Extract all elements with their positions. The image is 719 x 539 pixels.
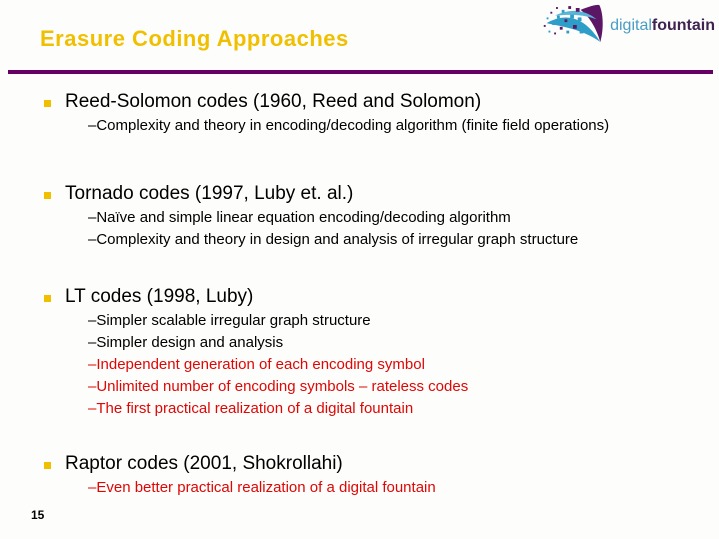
bullet-heading: Reed-Solomon codes (1960, Reed and Solomon) [65, 91, 482, 112]
bullet-square-icon [44, 462, 51, 469]
sub-bullet-red: –Unlimited number of encoding symbols – rateless codes [88, 378, 469, 395]
bullet-square-icon [44, 100, 51, 107]
bullet-group-reed-solomon [44, 90, 704, 139]
sub-bullet: –Simpler design and analysis [88, 334, 284, 351]
logo-digital-text: digital [610, 16, 652, 34]
logo-wordmark [610, 17, 715, 35]
bullet-square-icon [44, 295, 51, 302]
sub-bullet-red: –The first practical realization of a digital fountain [88, 400, 414, 417]
title-divider-rule [8, 70, 713, 74]
bullet-square-icon [44, 192, 51, 199]
sub-bullet: –Complexity and theory in encoding/decoding algorithm (finite field operations) [88, 117, 610, 134]
logo-fountain-text: fountain [651, 16, 715, 34]
sub-bullet-red: –Independent generation of each encoding symbol [88, 356, 425, 373]
slide-title: Erasure Coding Approaches [40, 26, 349, 51]
sub-bullet-list [88, 117, 704, 134]
sub-bullet: –Simpler scalable irregular graph structure [88, 312, 371, 329]
bullet-group-tornado [44, 182, 704, 253]
bullet-heading-row [44, 90, 704, 114]
page-number: 15 [31, 508, 45, 522]
sub-bullet-list [88, 209, 704, 248]
bullet-heading: Tornado codes (1997, Luby et. al.) [65, 183, 354, 204]
fountain-swoosh-icon [540, 3, 606, 46]
bullet-group-raptor [44, 452, 704, 501]
bullet-heading-row [44, 452, 704, 476]
bullet-heading-row [44, 285, 704, 309]
digital-fountain-logo [540, 3, 715, 46]
bullet-group-lt-codes [44, 285, 704, 422]
sub-bullet-list [88, 312, 704, 417]
bullet-heading: LT codes (1998, Luby) [65, 286, 254, 307]
sub-bullet-list [88, 479, 704, 496]
sub-bullet: –Naïve and simple linear equation encoding/decoding algorithm [88, 209, 511, 226]
bullet-heading-row [44, 182, 704, 206]
bullet-heading: Raptor codes (2001, Shokrollahi) [65, 453, 343, 474]
sub-bullet-red: –Even better practical realization of a digital fountain [88, 479, 436, 496]
sub-bullet: –Complexity and theory in design and analysis of irregular graph structure [88, 231, 579, 248]
